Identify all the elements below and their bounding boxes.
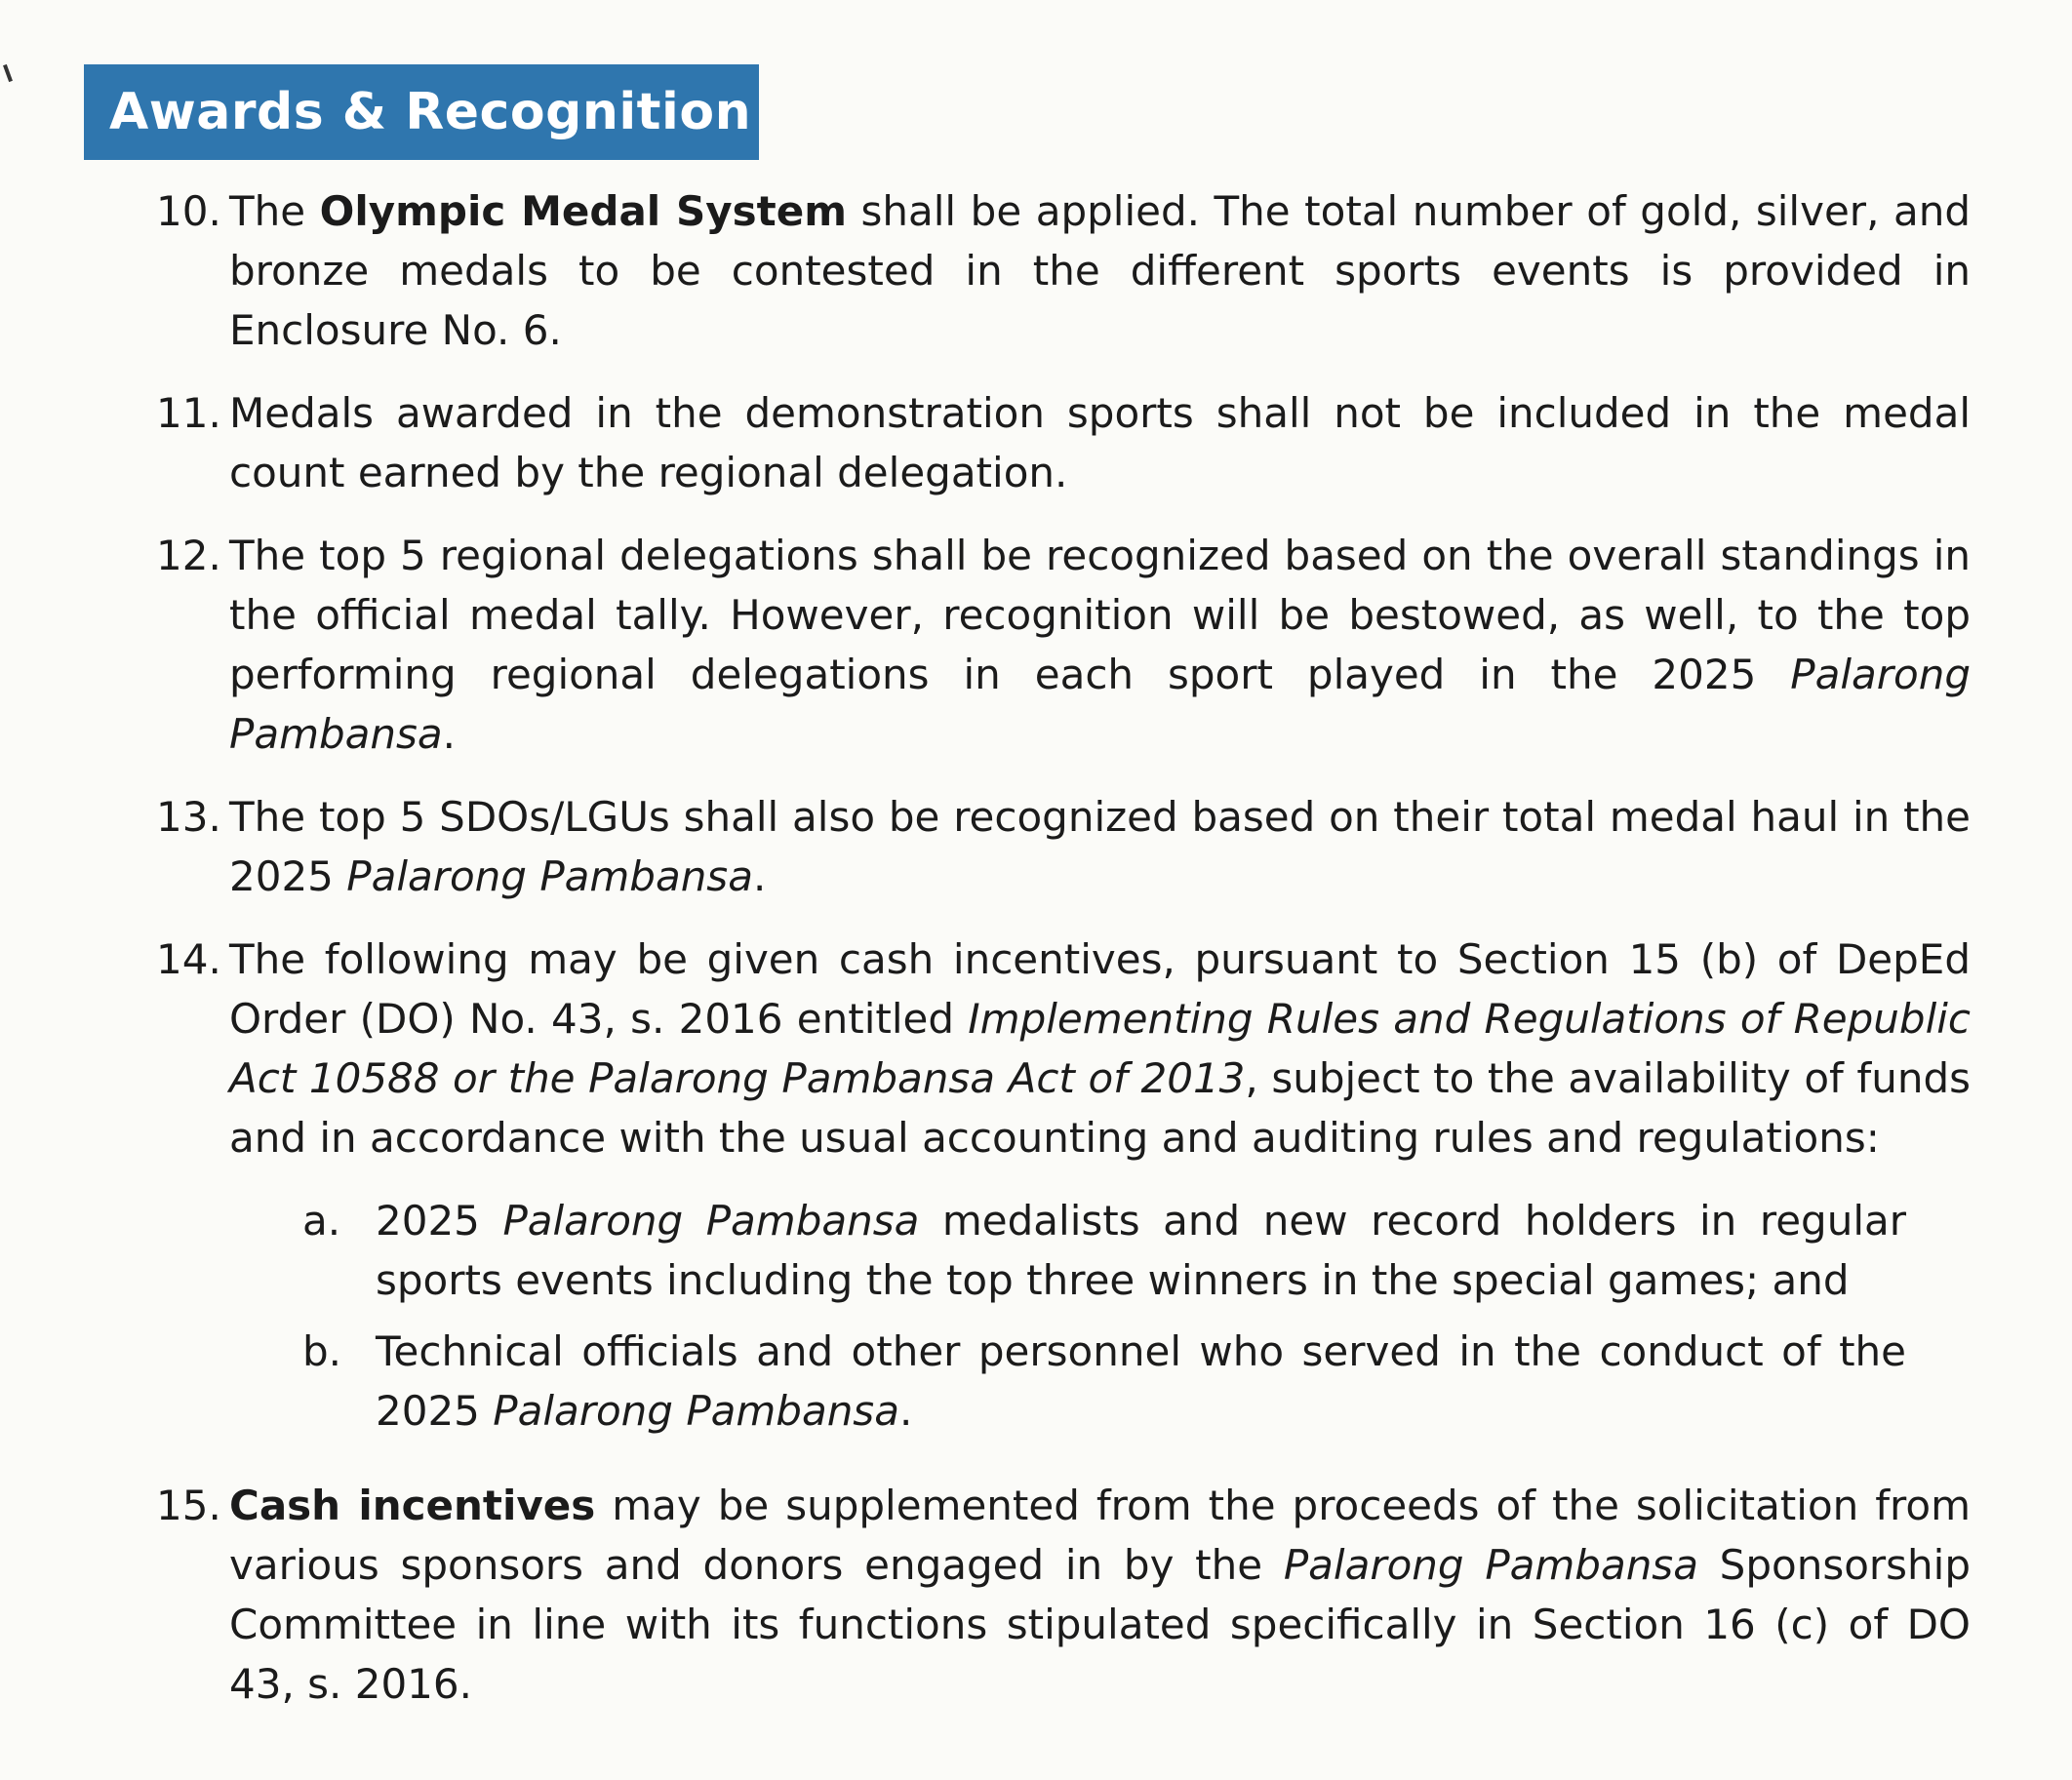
item-text: The Olympic Medal System shall be applied. The total number of gold, silver, and bronze medals to be contested in the different sports events is provided in Enclosure No. 6.	[229, 187, 1971, 354]
scan-mark	[3, 64, 13, 82]
list-item	[156, 383, 1971, 502]
list-item	[156, 930, 1971, 1452]
item-number: 15.	[156, 1482, 221, 1529]
italic-term: Palarong Pambansa	[1283, 1541, 1698, 1589]
item-text: The following may be given cash incentives, pursuant to Section 15 (b) of DepEd Order (DO) No. 43, s. 2016 entitled Implementing Rules and Regulations of Republic Act 10588 or the Palarong Pambansa Act of 2013, subject to the availability of funds and in accordance with the usual accounting and auditing rules and regulations: a. 2025 Palarong Pambansa medalists and new record holders in regular sports events including the top three winners in the special games; and b. Technical officials and other personnel who served in the conduct of the 2025 Palarong Pambansa.	[229, 930, 1971, 1452]
italic-term: Palarong Pambansa	[229, 651, 1971, 758]
sub-list-item	[302, 1191, 1906, 1310]
list-item	[156, 526, 1971, 764]
sub-item-letter: a.	[302, 1197, 341, 1245]
item-text: Cash incentives may be supplemented from the proceeds of the solicitation from various sponsors and donors engaged in by the Palarong Pambansa Sponsorship Committee in line with its functions stipulated specifically in Section 16 (c) of DO 43, s. 2016.	[229, 1482, 1971, 1708]
sub-item-text: Technical officials and other personnel who served in the conduct of the 2025 Palarong Pambansa.	[376, 1327, 1906, 1435]
rules-list	[156, 181, 1971, 1737]
section-title: Awards & Recognition	[109, 83, 752, 141]
list-item	[156, 1476, 1971, 1714]
bold-term: Cash incentives	[229, 1482, 596, 1529]
item-number: 11.	[156, 389, 221, 437]
italic-term: Palarong Pambansa	[493, 1387, 899, 1435]
sub-item-letter: b.	[302, 1327, 342, 1375]
item-number: 10.	[156, 187, 221, 235]
item-number: 13.	[156, 793, 221, 841]
item-number: 14.	[156, 935, 221, 983]
italic-term: Palarong Pambansa	[502, 1197, 920, 1245]
bold-term: Olympic Medal System	[319, 187, 847, 235]
item-text: The top 5 regional delegations shall be recognized based on the overall standings in the official medal tally. However, recognition will be bestowed, as well, to the top performing regional delegations in each sport played in the 2025 Palarong Pambansa.	[229, 532, 1971, 758]
sub-list	[302, 1191, 1906, 1441]
item-number: 12.	[156, 532, 221, 579]
italic-term: Implementing Rules and Regulations of Republic Act 10588 or the Palarong Pambansa Act of 2013	[229, 995, 1971, 1102]
sub-item-text: 2025 Palarong Pambansa medalists and new record holders in regular sports events including the top three winners in the special games; and	[376, 1197, 1906, 1304]
section-header	[84, 64, 759, 160]
item-text: The top 5 SDOs/LGUs shall also be recognized based on their total medal haul in the 2025 Palarong Pambansa.	[229, 793, 1971, 900]
italic-term: Palarong Pambansa	[346, 852, 753, 900]
list-item	[156, 787, 1971, 906]
item-text: Medals awarded in the demonstration sports shall not be included in the medal count earned by the regional delegation.	[229, 389, 1971, 496]
sub-list-item	[302, 1322, 1906, 1441]
list-item	[156, 181, 1971, 360]
